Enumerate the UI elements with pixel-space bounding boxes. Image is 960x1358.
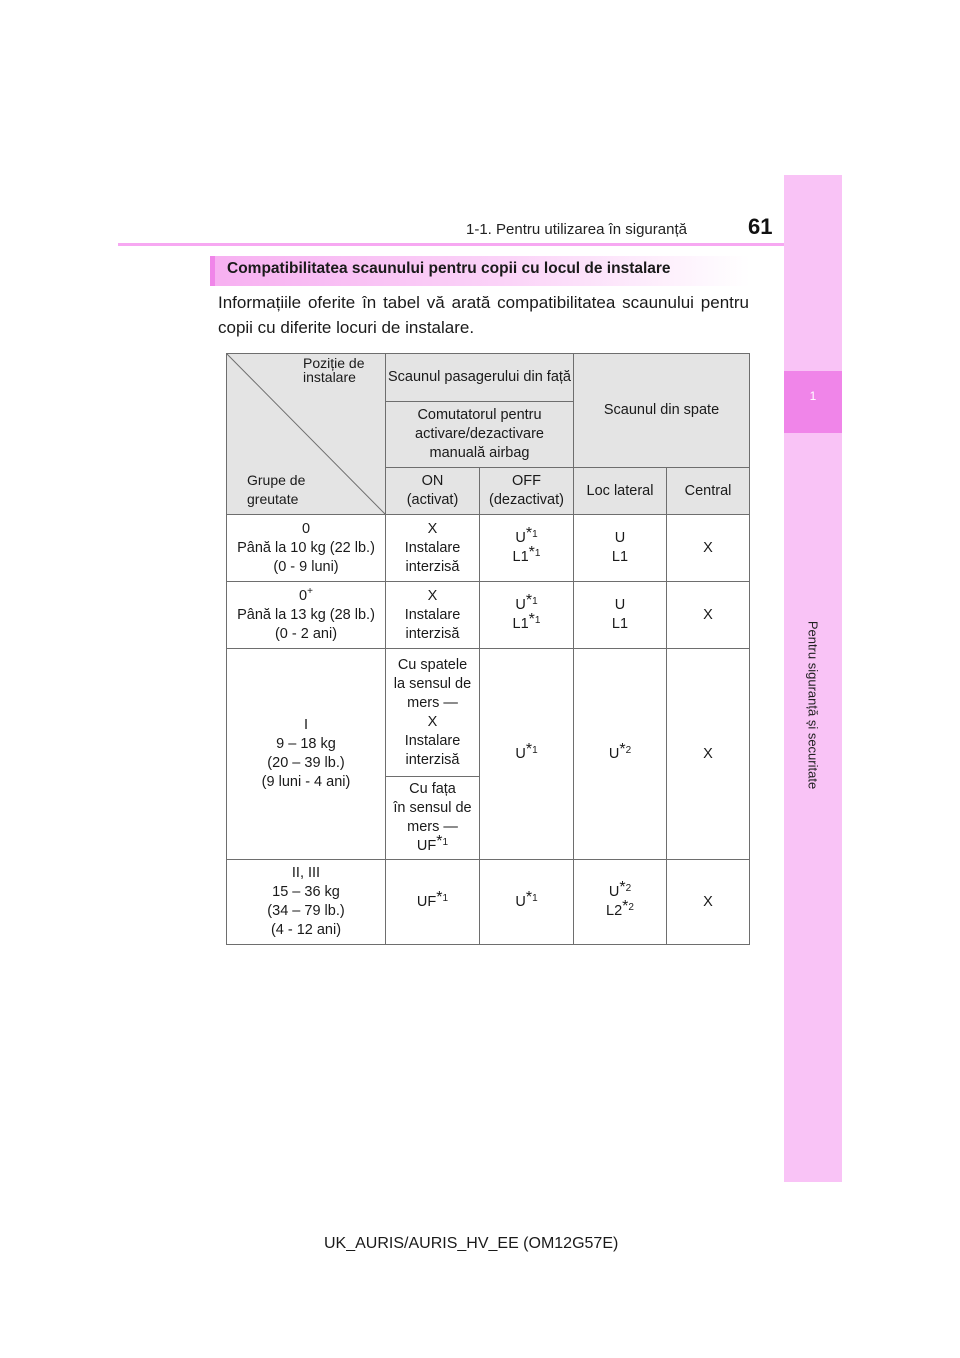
weight-groups-label: Grupe de greutate [247,472,306,507]
group-name: 0 [299,587,308,604]
cell-off: U*$^1$ [480,649,574,860]
cell-off: U*$^1$ L1*$^1$ [480,515,574,582]
chapter-label: Pentru siguranță și securitate [805,620,821,790]
installation-position-label: Poziție de instalare [303,355,365,385]
cell-on-forward-facing: Cu fața în sensul de mers — UF*$^1$ [386,777,480,860]
group-name: II, III [291,865,321,881]
weight-group-cell: 0+ Până la 13 kg (28 lb.) (0 - 2 ani) [227,582,386,649]
cell-center: X [667,582,750,649]
cell-side: U L1 [574,582,667,649]
compatibility-table [226,353,750,945]
group-age: (9 luni - 4 ani) [261,774,351,790]
front-seat-header: Scaunul pasagerului din față [386,354,574,402]
airbag-switch-text: Comutatorul pentru activare/dezactivare manuală airbag [415,407,544,461]
table-corner-cell [227,354,386,515]
group-weight: Până la 10 kg (22 lb.) [237,539,375,556]
group-age: (0 - 9 luni) [273,558,339,575]
col-center-header: Central [667,468,750,515]
group-weight: 9 – 18 kg [276,736,336,752]
cell-on: X Instalare interzisă [386,582,480,649]
weight-group-cell [227,860,386,945]
weight-group-cell [227,649,386,860]
cell-side: U L1 [574,515,667,582]
section-heading: Compatibilitatea scaunului pentru copii cu locul de instalare [210,256,750,286]
weight-group-cell [227,515,386,582]
group-name: 0 [301,520,311,537]
cell-center: X [667,515,750,582]
group-age: (4 - 12 ani) [270,922,342,938]
document-footer: UK_AURIS/AURIS_HV_EE (OM12G57E) [324,1235,619,1252]
cell-off: U*$^1$ [480,860,574,945]
chapter-number: 1 [784,371,842,433]
col-off-label: OFF [512,473,541,489]
col-off-header [480,468,574,515]
cell-on-rear-facing: Cu spatele la sensul de mers — X Instalare interzisă [386,649,480,777]
cell-on: UF*$^1$ [386,860,480,945]
col-off-sublabel: (dezactivat) [489,492,564,508]
header-rule [118,243,842,246]
group-weight: Până la 13 kg (28 lb.) [237,606,375,623]
col-on-label: ON [421,473,444,489]
col-on-sublabel: (activat) [406,492,459,508]
cell-center: X [667,860,750,945]
airbag-switch-header [386,402,574,468]
group-weight: 15 – 36 kg [272,884,340,900]
table-row [227,649,750,777]
group-weight-lb: (34 – 79 lb.) [267,903,345,919]
group-weight-lb: (20 – 39 lb.) [267,755,345,771]
group-age: (0 - 2 ani) [274,625,338,642]
group-name: I [303,717,309,733]
intro-paragraph: Informațiile oferite în tabel vă arată compatibilitatea scaunului pentru copii cu diferite locuri de instalare. [218,293,749,337]
col-side-header: Loc lateral [574,468,667,515]
header-title: 1-1. Pentru utilizarea în siguranță [466,221,687,238]
table-row [227,515,750,582]
page-number: 61 [748,214,773,239]
cell-off: U*$^1$ L1*$^1$ [480,582,574,649]
cell-center: X [667,649,750,860]
col-on-header [386,468,480,515]
rear-seat-header: Scaunul din spate [574,354,750,468]
cell-side: U*$^2$ L2*$^2$ [574,860,667,945]
cell-on: X Instalare interzisă [386,515,480,582]
table-row [227,582,750,649]
table-row [227,860,750,945]
cell-side: U*$^2$ [574,649,667,860]
chapter-side-tab [784,175,842,1182]
